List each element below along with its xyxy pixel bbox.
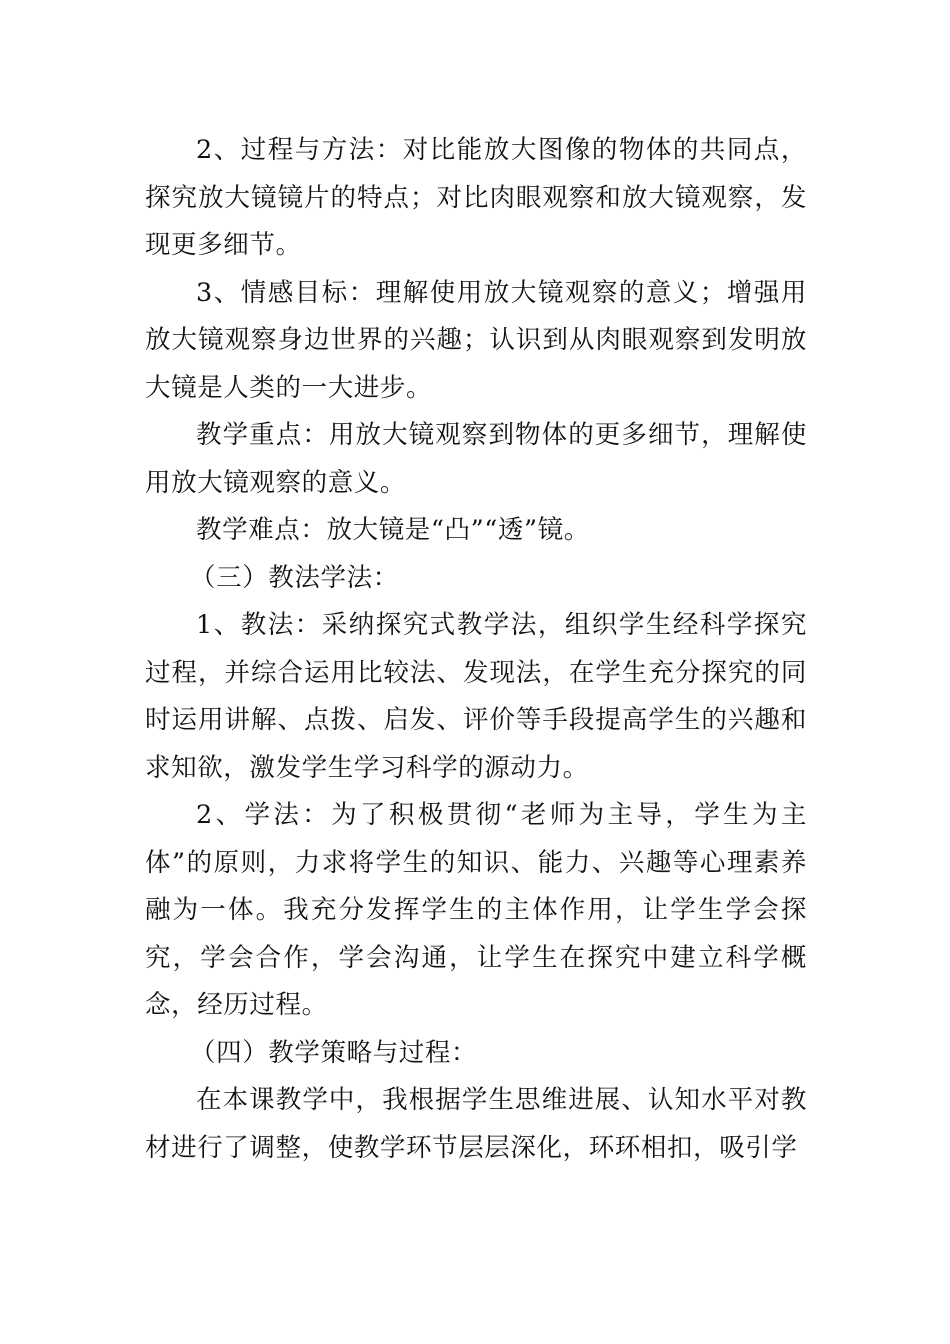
- paragraph-emotion-goal: 3、情感目标：理解使用放大镜观察的意义；增强用放大镜观察身边世界的兴趣；认识到从肉眼观察到发明放大镜是人类的一大进步。: [145, 277, 807, 403]
- paragraph-learning-method: 2、学法：为了积极贯彻“老师为主导，学生为主体”的原则，力求将学生的知识、能力、兴趣等心理素养融为一体。我充分发挥学生的主体作用，让学生学会探究，学会合作，学会沟通，让学生在探究中建立科学概念，经历过程。: [145, 800, 807, 1020]
- section-heading-three: （三）教法学法：: [190, 562, 399, 593]
- paragraph-process-method: 2、过程与方法：对比能放大图像的物体的共同点，探究放大镜镜片的特点；对比肉眼观察和放大镜观察，发现更多细节。: [145, 135, 807, 260]
- paragraph-strategy-intro: 在本课教学中，我根据学生思维进展、认知水平对教材进行了调整，使教学环节层层深化，环环相扣，吸引学: [145, 1085, 807, 1163]
- paragraph-key-point: 教学重点：用放大镜观察到物体的更多细节，理解使用放大镜观察的意义。: [145, 420, 807, 498]
- paragraph-difficulty: 教学难点：放大镜是“凸”“透”镜。: [196, 515, 590, 545]
- section-heading-four: （四）教学策略与过程：: [190, 1037, 478, 1068]
- paragraph-teaching-method: 1、教法：采纳探究式教学法，组织学生经科学探究过程，并综合运用比较法、发现法，在学生充分探究的同时运用讲解、点拨、启发、评价等手段提高学生的兴趣和求知欲，激发学生学习科学的源动力。: [145, 610, 807, 783]
- document-page: [145, 127, 807, 1172]
